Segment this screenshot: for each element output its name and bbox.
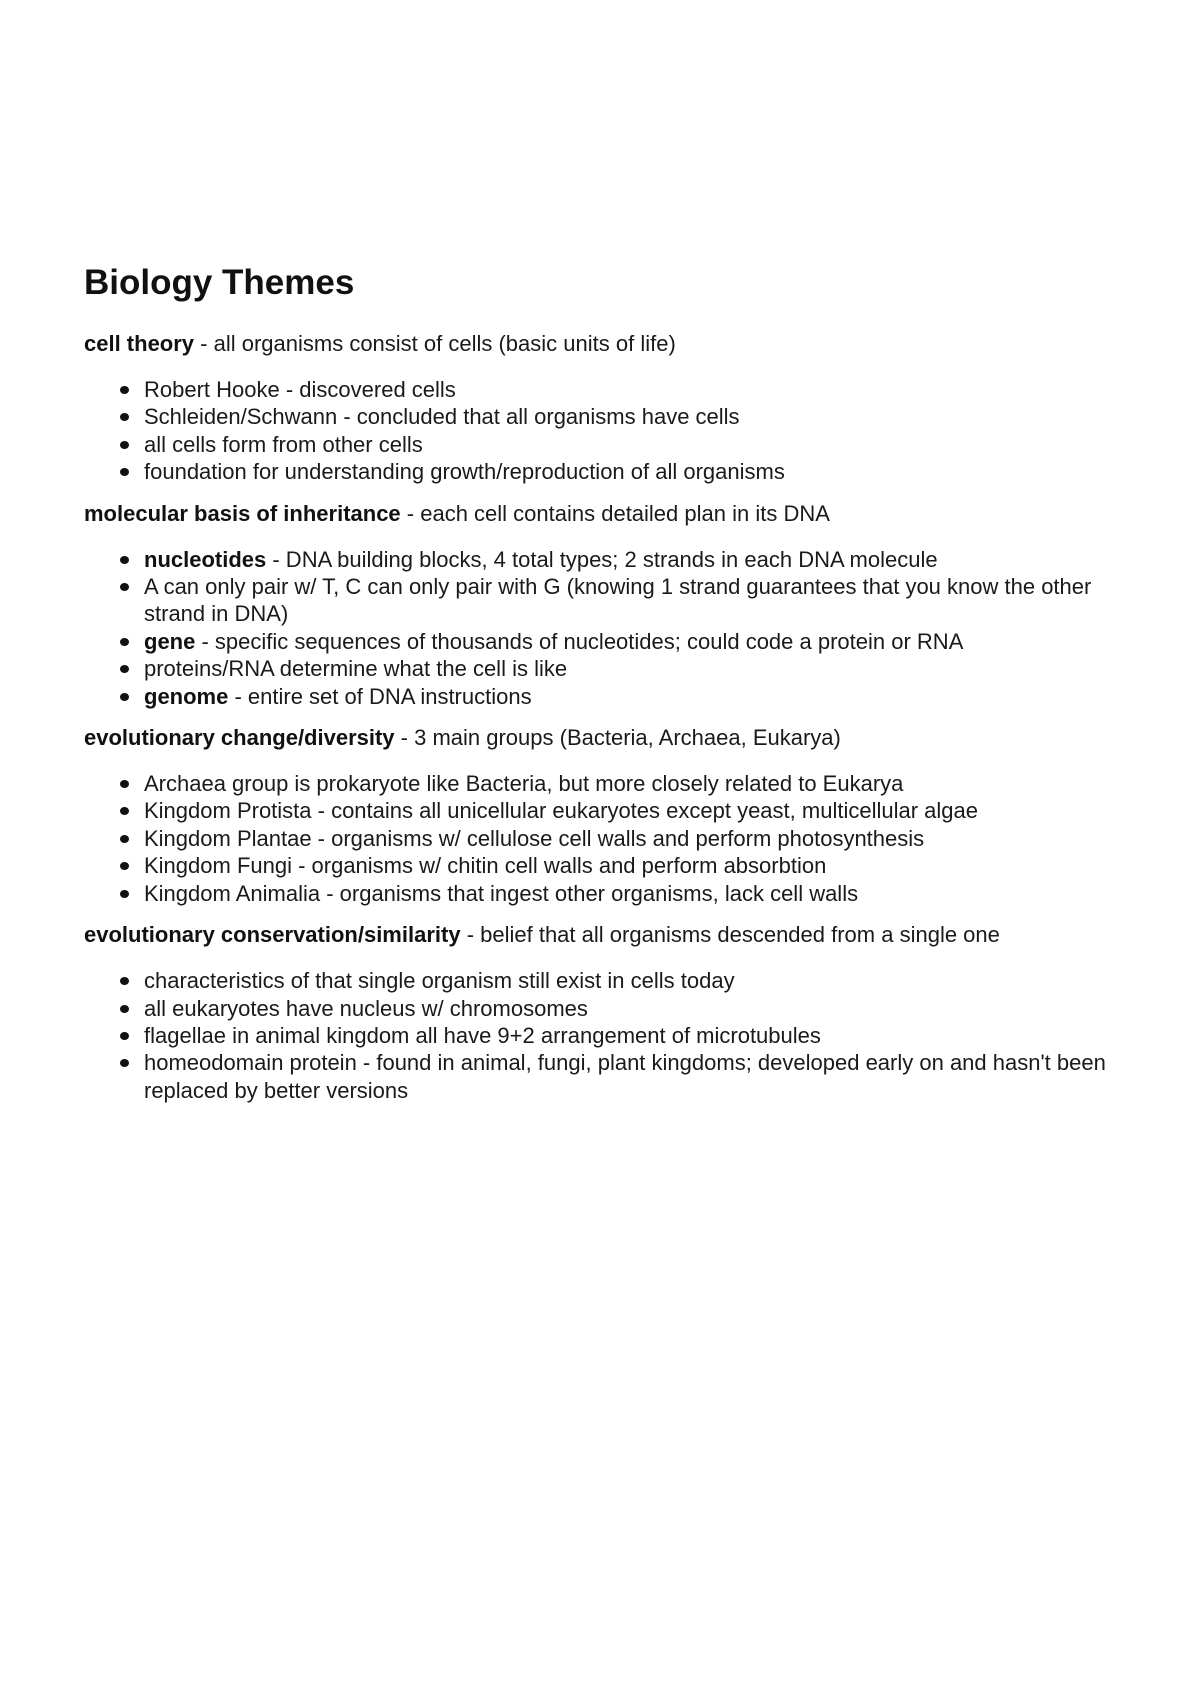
- section-heading: [84, 330, 1134, 358]
- list-item-text: - entire set of DNA instructions: [228, 683, 532, 709]
- document-page: [84, 262, 1134, 1118]
- list-item: [144, 628, 1134, 655]
- list-item-text: Robert Hooke - discovered cells: [144, 377, 456, 402]
- list-item-text: homeodomain protein - found in animal, fungi, plant kingdoms; developed early on and hasn't been replaced by better versions: [144, 1050, 1106, 1103]
- list-item-text: all cells form from other cells: [144, 431, 423, 457]
- list-item-text: Kingdom Protista - contains all unicellular eukaryotes except yeast, multicellular algae: [144, 798, 978, 824]
- list-item: [144, 431, 1134, 458]
- section-term: molecular basis of inheritance: [84, 500, 401, 526]
- list-item: [144, 573, 1134, 628]
- list-item: [144, 1049, 1134, 1104]
- section-description: - belief that all organisms descended from a single one: [460, 922, 1000, 948]
- list-item: [144, 376, 1134, 403]
- list-item-term: genome: [144, 683, 229, 709]
- section-molecular-basis: [84, 500, 1134, 710]
- list-item: [144, 797, 1134, 824]
- list-item: [144, 825, 1134, 852]
- section-description: - each cell contains detailed plan in its DNA: [400, 500, 830, 526]
- bullet-list: [84, 967, 1134, 1104]
- list-item: [144, 683, 1134, 710]
- list-item-text: - specific sequences of thousands of nucleotides; could code a protein or RNA: [195, 628, 964, 654]
- list-item: [144, 655, 1134, 682]
- section-term: evolutionary change/diversity: [84, 725, 395, 751]
- section-evolutionary-change: [84, 724, 1134, 907]
- section-heading: [84, 921, 1134, 949]
- bullet-list: [84, 770, 1134, 907]
- section-heading: [84, 500, 1134, 528]
- list-item-text: Kingdom Fungi - organisms w/ chitin cell walls and perform absorbtion: [144, 853, 827, 879]
- list-item-text: foundation for understanding growth/reproduction of all organisms: [144, 459, 785, 485]
- list-item-text: Kingdom Animalia - organisms that ingest other organisms, lack cell walls: [144, 880, 859, 906]
- list-item-term: gene: [144, 628, 196, 654]
- list-item: [144, 880, 1134, 907]
- list-item: [144, 852, 1134, 879]
- list-item-text: Archaea group is prokaryote like Bacteria, but more closely related to Eukarya: [144, 771, 904, 797]
- page-title: Biology Themes: [84, 263, 355, 302]
- list-item-text: characteristics of that single organism still exist in cells today: [144, 968, 735, 994]
- list-item: [144, 995, 1134, 1022]
- list-item-text: flagellae in animal kingdom all have 9+2 arrangement of microtubules: [144, 1022, 821, 1048]
- list-item: [144, 1022, 1134, 1049]
- list-item-text: Kingdom Plantae - organisms w/ cellulose cell walls and perform photosynthesis: [144, 825, 925, 851]
- list-item: [144, 458, 1134, 485]
- section-term: cell theory: [84, 331, 195, 356]
- section-cell-theory: [84, 330, 1134, 486]
- list-item-text: - DNA building blocks, 4 total types; 2 strands in each DNA molecule: [266, 546, 938, 572]
- bullet-list: [84, 376, 1134, 486]
- list-item-term: nucleotides: [144, 546, 267, 572]
- section-description: - all organisms consist of cells (basic units of life): [194, 331, 676, 356]
- list-item: [144, 967, 1134, 994]
- section-description: - 3 main groups (Bacteria, Archaea, Eukarya): [394, 725, 841, 751]
- section-heading: [84, 724, 1134, 752]
- section-evolutionary-conservation: [84, 921, 1134, 1104]
- list-item: [144, 546, 1134, 573]
- bullet-list: [84, 546, 1134, 710]
- list-item-text: A can only pair w/ T, C can only pair with G (knowing 1 strand guarantees that you know the other strand in DNA): [144, 574, 1092, 627]
- section-term: evolutionary conservation/similarity: [84, 922, 461, 948]
- list-item-text: Schleiden/Schwann - concluded that all organisms have cells: [144, 404, 740, 430]
- list-item: [144, 403, 1134, 430]
- list-item: [144, 770, 1134, 797]
- list-item-text: all eukaryotes have nucleus w/ chromosomes: [144, 995, 588, 1021]
- list-item-text: proteins/RNA determine what the cell is like: [144, 656, 568, 682]
